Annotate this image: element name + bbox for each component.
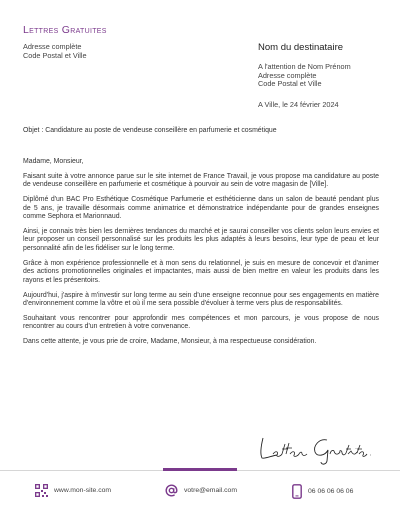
qr-code-icon (35, 484, 48, 497)
sender-postal-line: Code Postal et Ville (23, 51, 87, 60)
paragraph-1: Faisant suite à votre annonce parue sur le site internet de France Travail, je vous propose ma candidature au poste de vendeuse conseillère en parfumerie et cosmétique à pourvoir au sein de votre magasin de [Ville]. (23, 172, 379, 189)
letter-date: A Ville, le 24 février 2024 (258, 100, 339, 109)
paragraph-7: Dans cette attente, je vous prie de croire, Madame, Monsieur, à ma respectueuse considération. (23, 338, 317, 346)
website-text: www.mon-site.com (54, 487, 112, 494)
paragraph-6: Souhaitant vous rencontrer pour approfondir mes compétences et mon parcours, je vous propose de nous rencontrer au cours d'un entretien à votre convenance. (23, 314, 379, 331)
letter-body (23, 158, 379, 353)
sender-address (23, 42, 87, 60)
footer-phone (292, 484, 353, 499)
recipient-name: Nom du destinataire (258, 42, 344, 53)
paragraph-2: Diplômé d'un BAC Pro Esthétique Cosmétique Parfumerie et esthéticienne dans un salon de beauté pendant plus de 5 ans, je travaille désormais comme animatrice et démonstratrice indépendante pour de grandes enseignes comme Sephora et Marionnaud. (23, 196, 379, 221)
paragraph-3: Ainsi, je connais très bien les dernières tendances du marché et je saurai conseiller vos clients selon leurs envies et leur proposer un conseil personnalisé sur les produits les plus adaptés à leurs besoins, leur type de peau et leur personnalité afin de les fidéliser sur le long terme. (23, 227, 379, 252)
recipient-postal-line: Code Postal et Ville (258, 79, 322, 89)
recipient-attention: A l'attention de Nom Prénom (258, 62, 351, 71)
phone-text: 06 06 06 06 06 (308, 488, 354, 495)
handwritten-signature (255, 428, 375, 468)
sender-address-line: Adresse complète (23, 42, 82, 51)
recipient-address (258, 63, 351, 89)
footer-divider-accent (163, 468, 237, 471)
paragraph-5: Aujourd'hui, j'aspire à m'investir sur long terme au sein d'une enseigne reconnue pour ses engagements en matière d'environnement comme la vôtre et où il me sera possible d'évoluer à terme vers plus de responsabilités. (23, 291, 379, 308)
paragraph-4: Grâce à mon expérience professionnelle et à mon sens du relationnel, je suis en mesure de concevoir et d'animer des actions promotionnelles originales et impactantes, mais aussi de bien mettre en valeur les produits dans les rayons et les présentoirs. (23, 259, 379, 284)
brand-title: Lettres Gratuites (23, 24, 107, 36)
greeting: Madame, Monsieur, (23, 158, 84, 165)
at-sign-icon (165, 484, 178, 497)
phone-icon (292, 484, 302, 499)
email-text: votre@email.com (184, 487, 237, 494)
footer-email (165, 484, 237, 497)
letter-object: Objet : Candidature au poste de vendeuse conseillère en parfumerie et cosmétique (23, 127, 277, 134)
recipient-address-line: Adresse complète (258, 70, 317, 80)
footer-website (35, 484, 111, 497)
